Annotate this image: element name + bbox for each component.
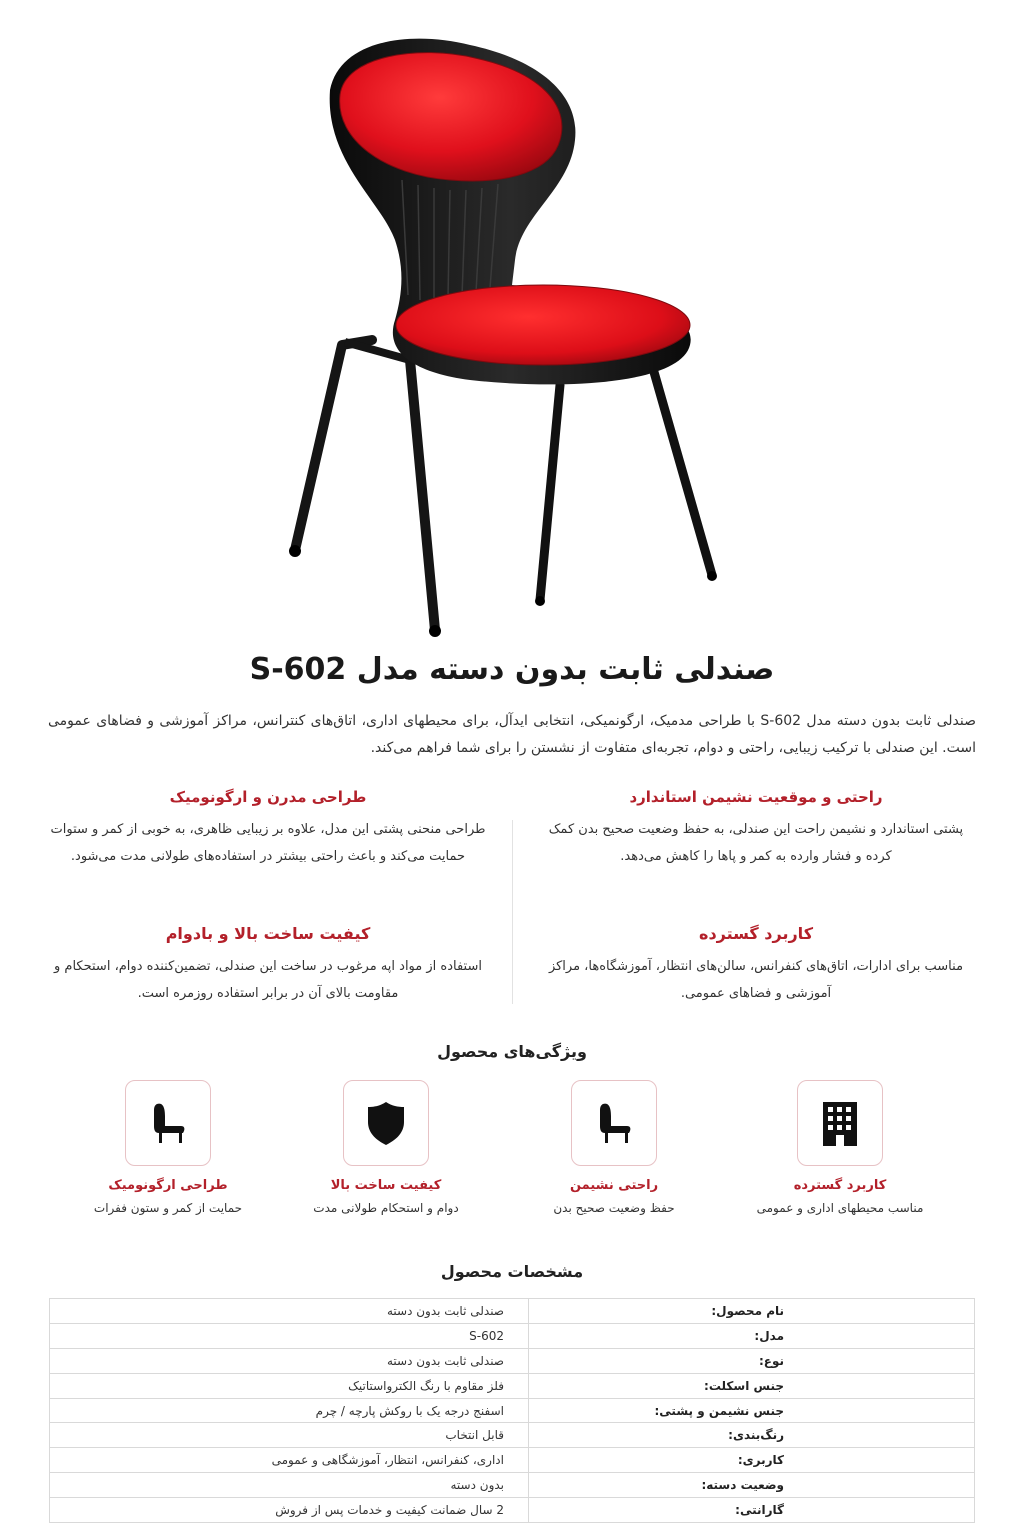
spec-value: بدون دسته <box>50 1473 529 1498</box>
feature-text: استفاده از مواد اپه مرغوب در ساخت این صندلی، تضمین‌کننده دوام، استحکام و مقاومت بالای آن در برابر استفاده روزمره است. <box>54 959 482 1001</box>
table-row <box>50 1373 975 1398</box>
highlight-icon-box <box>797 1080 883 1166</box>
spec-value: اسفنج درجه یک با روکش پارچه / چرم <box>50 1398 529 1423</box>
spec-value: قابل انتخاب <box>50 1423 529 1448</box>
spec-key: کاربری: <box>529 1448 975 1473</box>
spec-key: گارانتی: <box>529 1498 975 1523</box>
table-row <box>50 1323 975 1348</box>
product-intro: صندلی ثابت بدون دسته مدل S-602 با طراحی مدمیک، ارگونمیکی، انتخابی ایدآل، برای محیطهای اداری، اتاق‌های کنترانس، مراکز آموزشی و فضاهای عمومی است. این صندلی با ترکیب زیبایی، راحتی و دوام، تجربه‌ای متفاوت از نشستن را برای شما فراهم می‌کند. <box>48 713 976 756</box>
highlight-card <box>514 1080 714 1215</box>
highlight-title: طراحی ارگونومیک <box>108 1178 228 1193</box>
feature-text: مناسب برای ادارات، اتاق‌های کنفرانس، سالن‌های انتظار، آموزشگاه‌ها، مراکز آموزشی و فضاهای عمومی. <box>548 959 964 1001</box>
highlight-title: کیفیت ساخت بالا <box>330 1178 442 1193</box>
table-row <box>50 1423 975 1448</box>
shield-icon <box>361 1098 411 1148</box>
feature-build-quality <box>48 924 488 1007</box>
table-row <box>50 1473 975 1498</box>
highlight-card <box>286 1080 486 1215</box>
spec-key: نوع: <box>529 1348 975 1373</box>
feature-seating-comfort <box>536 788 976 870</box>
highlight-text: حمایت از کمر و ستون ففرات <box>93 1201 243 1215</box>
table-row <box>50 1299 975 1324</box>
spec-key: جنس اسکلت: <box>529 1373 975 1398</box>
product-image <box>0 0 1024 650</box>
chair-icon <box>143 1098 193 1148</box>
table-row <box>50 1348 975 1373</box>
features-section <box>48 780 976 1012</box>
highlight-text: مناسب محیطهای اداری و عمومی <box>756 1201 924 1215</box>
features-divider <box>512 820 513 1004</box>
highlight-icon-box <box>343 1080 429 1166</box>
chair-illustration <box>0 0 1024 650</box>
spec-value: S-602 <box>50 1323 529 1348</box>
building-icon <box>815 1098 865 1148</box>
spec-key: رنگ‌بندی: <box>529 1423 975 1448</box>
feature-title: راحتی و موقعیت نشیمن استاندارد <box>629 788 883 806</box>
highlight-icon-box <box>125 1080 211 1166</box>
page-title: صندلی ثابت بدون دسته مدل S-602 <box>249 652 775 687</box>
feature-title: کاربرد گسترده <box>699 924 813 943</box>
feature-text: طراحی منحنی پشتی این مدل، علاوه بر زیبایی ظاهری، به خوبی از کمر و ستوات حمایت می‌کند و باعث راحتی بیشتر در استفاده‌های طولانی مدت می‌شود. <box>50 822 486 864</box>
highlight-title: راحتی نشیمن <box>569 1178 659 1193</box>
highlights-grid <box>0 1080 1024 1230</box>
specs-table <box>49 1298 975 1523</box>
chair-icon <box>589 1098 639 1148</box>
table-row <box>50 1498 975 1523</box>
highlight-title: کاربرد گسترده <box>793 1178 887 1193</box>
spec-key: جنس نشیمن و پشتی: <box>529 1398 975 1423</box>
feature-modern-design <box>48 788 488 870</box>
spec-key: نام محصول: <box>529 1299 975 1324</box>
spec-value: فلز مقاوم با رنگ الکترواستاتیک <box>50 1373 529 1398</box>
highlight-text: حفظ وضعیت صحیح بدن <box>553 1201 675 1215</box>
highlight-card <box>740 1080 940 1215</box>
highlight-text: دوام و استحکام طولانی مدت <box>313 1201 459 1215</box>
feature-wide-usage <box>536 924 976 1007</box>
table-row <box>50 1448 975 1473</box>
spec-value: اداری، کنفرانس، انتظار، آموزشگاهی و عمومی <box>50 1448 529 1473</box>
table-row <box>50 1398 975 1423</box>
spec-key: وضعیت دسته: <box>529 1473 975 1498</box>
spec-value: صندلی ثابت بدون دسته <box>50 1348 529 1373</box>
feature-title: طراحی مدرن و ارگونومیک <box>169 788 367 806</box>
feature-text: پشتی استاندارد و نشیمن راحت این صندلی، به حفظ وضعیت صحیح بدن کمک کرده و فشار وارده به کمر و پاها را کاهش می‌دهد. <box>548 822 964 864</box>
feature-title: کیفیت ساخت بالا و بادوام <box>165 924 371 943</box>
spec-value: صندلی ثابت بدون دسته <box>50 1299 529 1324</box>
highlights-title: ویژگی‌های محصول <box>437 1042 587 1061</box>
spec-value: 2 سال ضمانت کیفیت و خدمات پس از فروش <box>50 1498 529 1523</box>
specs-title: مشخصات محصول <box>440 1262 584 1281</box>
highlight-card <box>68 1080 268 1215</box>
highlight-icon-box <box>571 1080 657 1166</box>
spec-key: مدل: <box>529 1323 975 1348</box>
